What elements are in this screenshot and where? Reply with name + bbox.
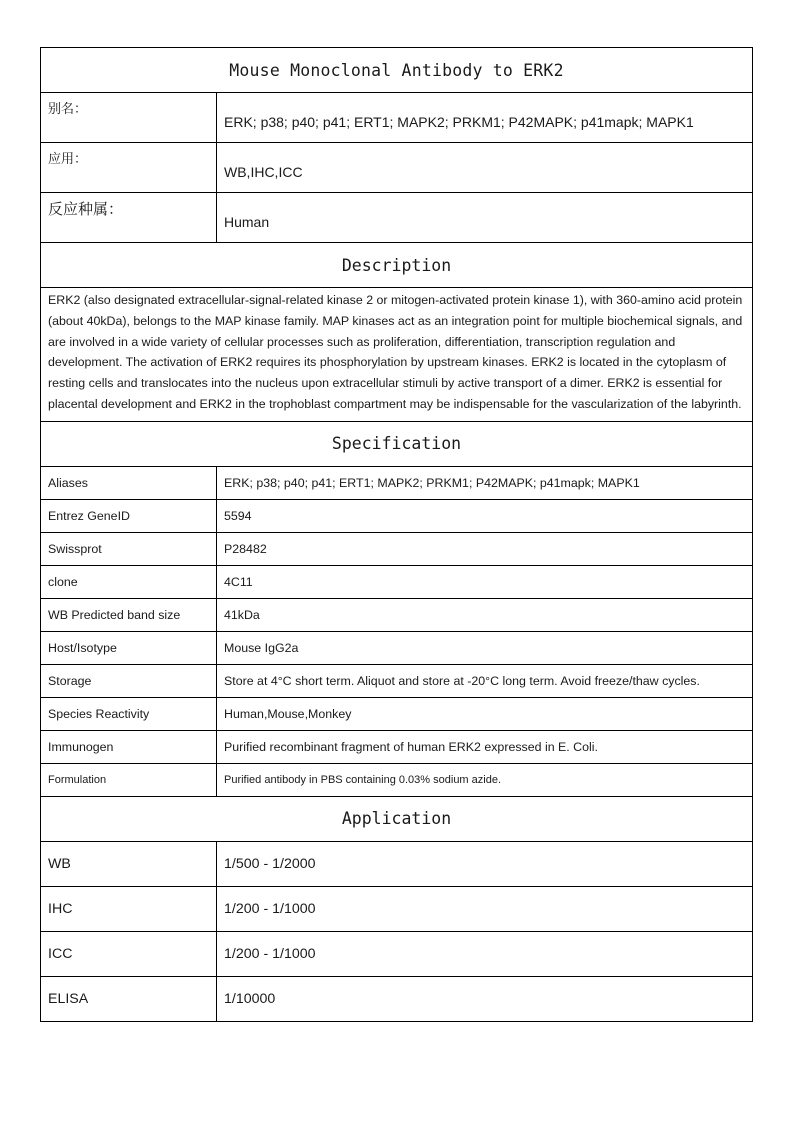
spec-label: Immunogen bbox=[41, 730, 217, 763]
spec-value: Store at 4°C short term. Aliquot and store at -20°C long term. Avoid freeze/thaw cycles. bbox=[217, 664, 753, 697]
spec-value: 41kDa bbox=[217, 598, 753, 631]
spec-value: Human,Mouse,Monkey bbox=[217, 697, 753, 730]
spec-label: Storage bbox=[41, 664, 217, 697]
app-label: ELISA bbox=[41, 976, 217, 1021]
spec-label: Entrez GeneID bbox=[41, 499, 217, 532]
spec-row-formulation bbox=[41, 763, 753, 796]
spec-value: 5594 bbox=[217, 499, 753, 532]
spec-row-band-size bbox=[41, 598, 753, 631]
spec-value: ERK; p38; p40; p41; ERT1; MAPK2; PRKM1; P42MAPK; p41mapk; MAPK1 bbox=[217, 466, 753, 499]
app-label: IHC bbox=[41, 886, 217, 931]
app-dilution: 1/500 - 1/2000 bbox=[217, 841, 753, 886]
spec-row-clone bbox=[41, 565, 753, 598]
spec-row-host-isotype bbox=[41, 631, 753, 664]
spec-label: Swissprot bbox=[41, 532, 217, 565]
specification-heading: Specification bbox=[41, 421, 753, 466]
spec-value: Purified antibody in PBS containing 0.03% sodium azide. bbox=[217, 763, 753, 796]
app-row-ihc bbox=[41, 886, 753, 931]
spec-row-storage bbox=[41, 664, 753, 697]
spec-row-immunogen bbox=[41, 730, 753, 763]
spec-value: P28482 bbox=[217, 532, 753, 565]
alias-value: ERK; p38; p40; p41; ERT1; MAPK2; PRKM1; P42MAPK; p41mapk; MAPK1 bbox=[217, 93, 753, 143]
datasheet-table bbox=[40, 47, 753, 1022]
alias-label: 别名： bbox=[41, 93, 217, 143]
spec-label: Formulation bbox=[41, 763, 217, 796]
app-row-elisa bbox=[41, 976, 753, 1021]
spec-row-aliases bbox=[41, 466, 753, 499]
spec-label: Host/Isotype bbox=[41, 631, 217, 664]
app-label: WB bbox=[41, 841, 217, 886]
datasheet bbox=[40, 47, 753, 1022]
alias-row bbox=[41, 93, 753, 143]
app-dilution: 1/200 - 1/1000 bbox=[217, 886, 753, 931]
reactivity-label: 反应种属： bbox=[41, 193, 217, 243]
spec-value: Purified recombinant fragment of human ERK2 expressed in E. Coli. bbox=[217, 730, 753, 763]
spec-label: Aliases bbox=[41, 466, 217, 499]
product-title: Mouse Monoclonal Antibody to ERK2 bbox=[41, 48, 753, 93]
reactivity-row bbox=[41, 193, 753, 243]
spec-row-swissprot bbox=[41, 532, 753, 565]
app-row-icc bbox=[41, 931, 753, 976]
app-row-wb bbox=[41, 841, 753, 886]
spec-value: 4C11 bbox=[217, 565, 753, 598]
app-dilution: 1/10000 bbox=[217, 976, 753, 1021]
spec-row-entrez-geneid bbox=[41, 499, 753, 532]
spec-row-species-reactivity bbox=[41, 697, 753, 730]
spec-label: WB Predicted band size bbox=[41, 598, 217, 631]
reactivity-value: Human bbox=[217, 193, 753, 243]
spec-label: Species Reactivity bbox=[41, 697, 217, 730]
spec-label: clone bbox=[41, 565, 217, 598]
app-dilution: 1/200 - 1/1000 bbox=[217, 931, 753, 976]
description-text: ERK2 (also designated extracellular-signal-related kinase 2 or mitogen-activated protein kinase 1), with 360-amino acid protein (about 40kDa), belongs to the MAP kinase family. MAP kinases act as an integration point for multiple biochemical signals, and are involved in a wide variety of cellular processes such as proliferation, differentiation, transcription regulation and development. The activation of ERK2 requires its phosphorylation by upstream kinases. ERK2 is located in the cytoplasm of resting cells and translocates into the nucleus upon extracellular stimuli by active transport of a dimer. ERK2 is essential for placental development and ERK2 in the trophoblast compartment may be indispensable for the vascularization of the labyrinth. bbox=[41, 288, 753, 422]
description-heading: Description bbox=[41, 243, 753, 288]
spec-value: Mouse IgG2a bbox=[217, 631, 753, 664]
app-label: ICC bbox=[41, 931, 217, 976]
application-summary-value: WB,IHC,ICC bbox=[217, 143, 753, 193]
application-heading: Application bbox=[41, 796, 753, 841]
application-summary-row bbox=[41, 143, 753, 193]
application-summary-label: 应用： bbox=[41, 143, 217, 193]
